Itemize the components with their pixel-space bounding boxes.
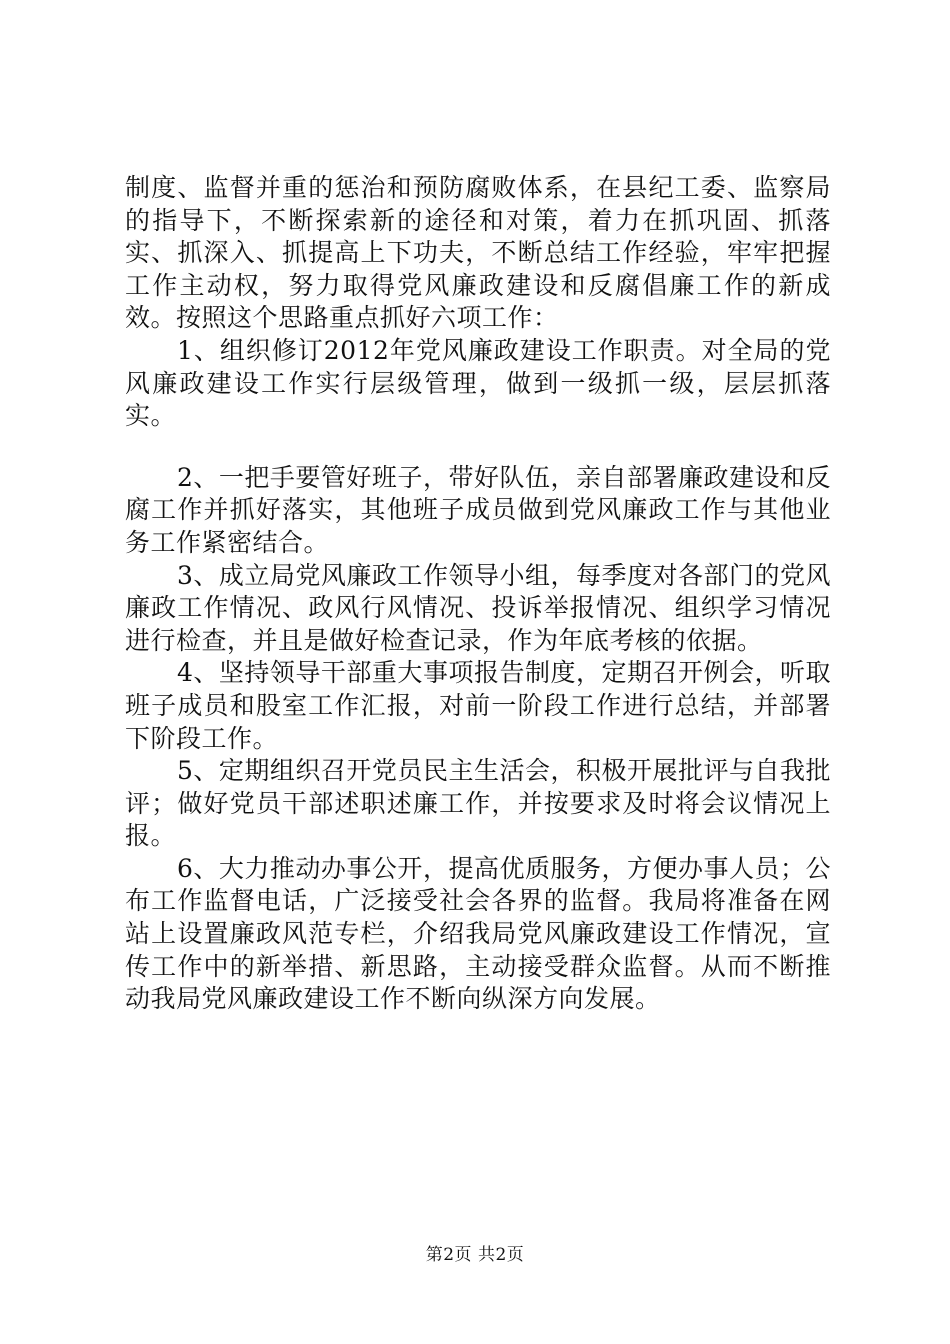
paragraph-item-5: 5、定期组织召开党员民主生活会，积极开展批评与自我批评；做好党员干部述职述廉工作，并按要求及时将会议情况上报。 (125, 756, 831, 851)
page-number-footer: 第2页 共2页 (425, 1245, 525, 1265)
paragraph-item-1: 1、组织修订2012年党风廉政建设工作职责。对全局的党风廉政建设工作实行层级管理，做到一级抓一级，层层抓落实。 (125, 335, 831, 431)
paragraph-item-2: 2、一把手要管好班子，带好队伍，亲自部署廉政建设和反腐工作并抓好落实，其他班子成员做到党风廉政工作与其他业务工作紧密结合。 (125, 462, 831, 557)
paragraph-intro: 制度、监督并重的惩治和预防腐败体系，在县纪工委、监察局的指导下，不断探索新的途径和对策，着力在抓巩固、抓落实、抓深入、抓提高上下功夫，不断总结工作经验，牢牢把握工作主动权，努力取得党风廉政建设和反腐倡廉工作的新成效。按照这个思路重点抓好六项工作： (125, 173, 831, 333)
document-body (125, 172, 831, 1016)
paragraph-item-4: 4、坚持领导干部重大事项报告制度，定期召开例会，听取班子成员和股室工作汇报，对前一阶段工作进行总结，并部署下阶段工作。 (125, 658, 831, 753)
paragraph-item-3: 3、成立局党风廉政工作领导小组，每季度对各部门的党风廉政工作情况、政风行风情况、投诉举报情况、组织学习情况进行检查，并且是做好检查记录，作为年底考核的依据。 (125, 560, 831, 655)
paragraph-item-6: 6、大力推动办事公开，提高优质服务，方便办事人员；公布工作监督电话，广泛接受社会各界的监督。我局将准备在网站上设置廉政风范专栏，介绍我局党风廉政建设工作情况，宣传工作中的新举措、新思路，主动接受群众监督。从而不断推动我局党风廉政建设工作不断向纵深方向发展。 (125, 853, 831, 1014)
